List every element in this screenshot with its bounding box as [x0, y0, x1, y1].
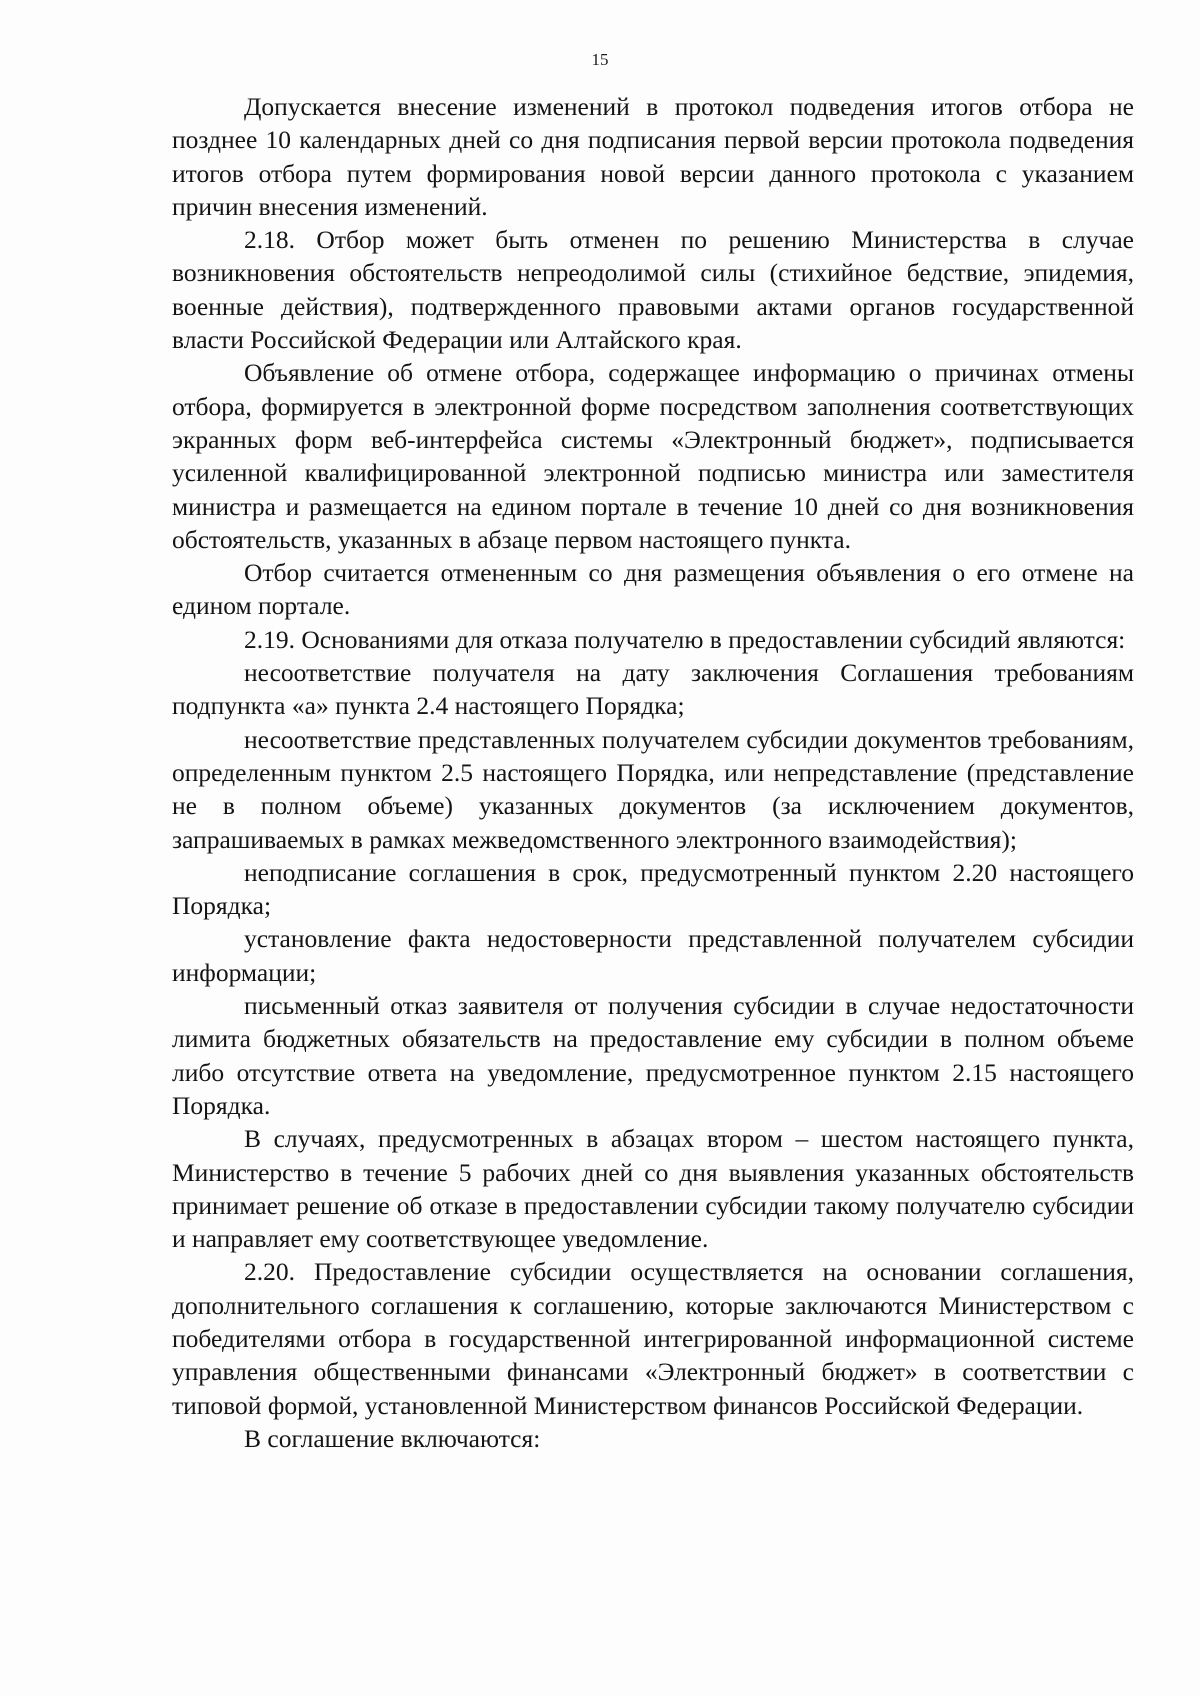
- paragraph-2-18: 2.18. Отбор может быть отменен по решению Министерства в случае возникновения обстоятельств непреодолимой силы (стихийное бедствие, эпидемия, военные действия), подтвержденного правовыми актами органов государственной власти Российской Федерации или Алтайского края.: [172, 225, 1134, 355]
- page-number: 15: [591, 50, 609, 69]
- list-item-reason-3: неподписание соглашения в срок, предусмотренный пунктом 2.20 настоящего Порядка;: [172, 857, 1134, 921]
- paragraph-protocol-changes: Допускается внесение изменений в протокол подведения итогов отбора не позднее 10 календарных дней со дня подписания первой версии протокола подведения итогов отбора путем формирования новой версии данного протокола с указанием причин внесения изменений.: [172, 92, 1134, 221]
- paragraph-cancellation-announcement: Объявление об отмене отбора, содержащее информацию о причинах отмены отбора, формируется в электронной форме посредством заполнения соответствующих экранных форм веб-интерфейса системы «Электронный бюджет», подписывается усиленной квалифицированной электронной подписью министра или заместителя министра и размещается на едином портале в течение 10 дней со дня возникновения обстоятельств, указанных в абзаце первом настоящего пункта.: [172, 358, 1134, 554]
- paragraph-2-20: 2.20. Предоставление субсидии осуществляется на основании соглашения, дополнительного соглашения к соглашению, которые заключаются Министерством с победителями отбора в государственной интегрированной информационной системе управления общественными финансами «Электронный бюджет» в соответствии с типовой формой, установленной Министерством финансов Российской Федерации.: [172, 1257, 1134, 1420]
- paragraph-refusal-decision: В случаях, предусмотренных в абзацах втором – шестом настоящего пункта, Министерство в течение 5 рабочих дней со дня выявления указанных обстоятельств принимает решение об отказе в предоставлении субсидии такому получателю субсидии и направляет ему соответствующее уведомление.: [172, 1124, 1134, 1254]
- list-item-reason-1: несоответствие получателя на дату заключения Соглашения требованиям подпункта «а» пункта 2.4 настоящего Порядка;: [172, 658, 1134, 721]
- document-body: [172, 90, 1134, 1455]
- paragraph-2-19: 2.19. Основаниями для отказа получателю в предоставлении субсидий являются:: [244, 624, 1126, 654]
- paragraph-agreement-includes: В соглашение включаются:: [244, 1423, 541, 1453]
- list-item-reason-2: несоответствие представленных получателем субсидии документов требованиям, определенным пунктом 2.5 настоящего Порядка, или непредставление (представление не в полном объеме) указанных документов (за исключением документов, запрашиваемых в рамках межведомственного электронного взаимодействия);: [172, 724, 1134, 854]
- list-item-reason-4: установление факта недостоверности представленной получателем субсидии информации;: [172, 924, 1134, 987]
- list-item-reason-5: письменный отказ заявителя от получения субсидии в случае недостаточности лимита бюджетных обязательств на предоставление ему субсидии в полном объеме либо отсутствие ответа на уведомление, предусмотренное пунктом 2.15 настоящего Порядка.: [172, 991, 1134, 1120]
- paragraph-selection-cancelled: Отбор считается отмененным со дня размещения объявления о его отмене на едином портале.: [172, 558, 1134, 621]
